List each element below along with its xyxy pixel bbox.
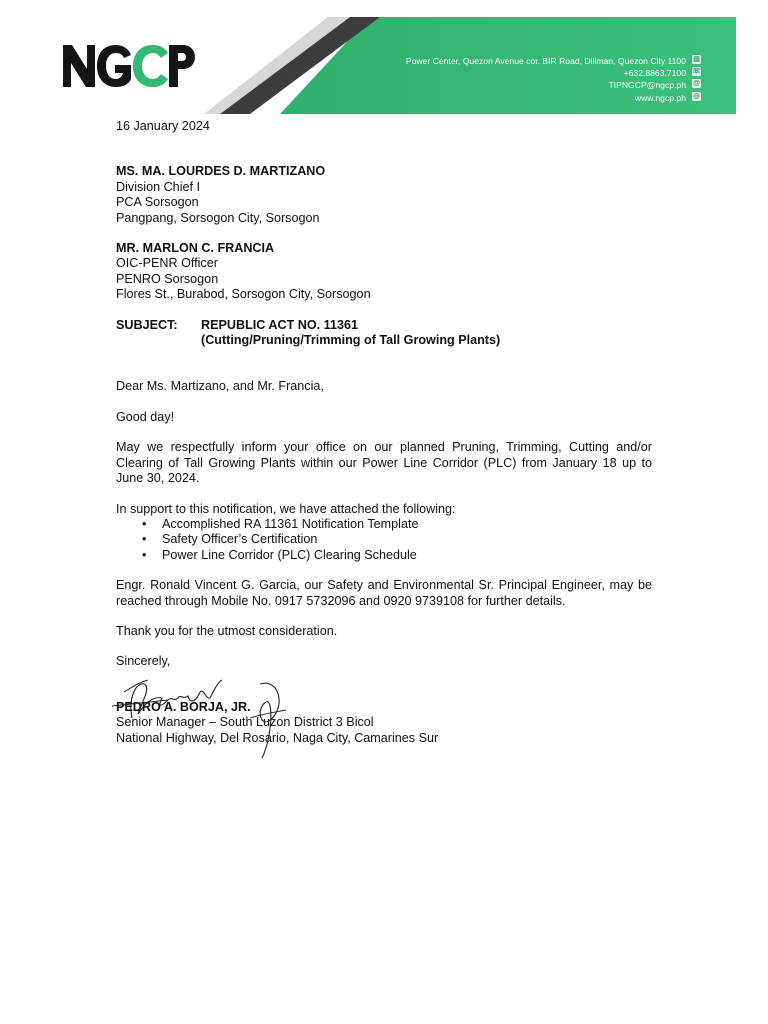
email-icon: @ [693,80,700,88]
signature-block [116,700,652,746]
greeting: Good day! [116,409,175,424]
recipient-2 [116,241,652,303]
attachments-list [116,517,652,563]
recipient-2-address: Flores St., Burabod, Sorsogon City, Sorsogon [116,287,371,302]
letter-date: 16 January 2024 [116,119,210,133]
attachments-intro: In support to this notification, we have attached the following: [116,501,456,516]
list-item: • Safety Officer’s Certification [142,532,652,547]
signatory-title: Senior Manager – South Luzon District 3 Bicol [116,715,374,730]
subject-title: REPUBLIC ACT NO. 11361 [201,317,358,332]
contact-email: TIPNGCP@ngcp.ph [608,80,686,91]
recipient-1-office: PCA Sorsogon [116,195,199,210]
list-item: • Accomplished RA 11361 Notification Template [142,517,652,532]
recipient-2-office: PENRO Sorsogon [116,271,219,286]
subject-subtitle: (Cutting/Pruning/Trimming of Tall Growing Plants) [201,333,501,348]
list-item: • Power Line Corridor (PLC) Clearing Schedule [142,548,652,563]
contact-phone: +632.8863.7100 [623,68,686,79]
recipient-1-address: Pangpang, Sorsogon City, Sorsogon [116,210,320,225]
recipient-1-position: Division Chief I [116,179,200,194]
phone-icon: ☏ [692,68,701,76]
signatory-address: National Highway, Del Rosario, Naga City, Camarines Sur [116,730,439,745]
ngcp-logo [63,43,195,89]
closing-thanks: Thank you for the utmost consideration. [116,623,338,638]
building-icon: ▤ [693,56,700,63]
salutation: Dear Ms. Martizano, and Mr. Francia, [116,379,324,394]
letterhead [32,17,736,114]
contact-website: www.ngcp.ph [634,92,686,103]
recipient-2-name: MR. MARLON C. FRANCIA [116,241,275,256]
contact-icons [692,55,702,104]
body-paragraph-1: May we respectfully inform your office on our planned Pruning, Trimming, Cutting and/or Clearing of Tall Growing Plants within our Power Line Corridor (PLC) from January 18 up to June 30, 2024. [116,440,652,486]
signatory-name: PEDRO A. BORJA, JR. [116,699,251,714]
contact-details [406,55,686,104]
ngcp-logo-mark [63,43,195,89]
globe-icon: ◎ [693,92,700,100]
letter-body [116,119,652,746]
subject-line [116,318,652,349]
subject-text [201,318,500,349]
recipient-1 [116,164,652,226]
contact-address: Power Center, Quezon Avenue cor. BIR Road, Diliman, Quezon City 1100 [405,56,686,66]
recipient-2-position: OIC-PENR Officer [116,256,218,271]
body-paragraph-2: Engr. Ronald Vincent G. Garcia, our Safety and Environmental Sr. Principal Engineer, may be reached through Mobile No. 0917 5732096 and 0920 9739108 for further details. [116,578,652,608]
recipient-1-name: MS. MA. LOURDES D. MARTIZANO [116,164,326,179]
closing: Sincerely, [116,654,171,669]
subject-label: SUBJECT: [116,317,178,332]
